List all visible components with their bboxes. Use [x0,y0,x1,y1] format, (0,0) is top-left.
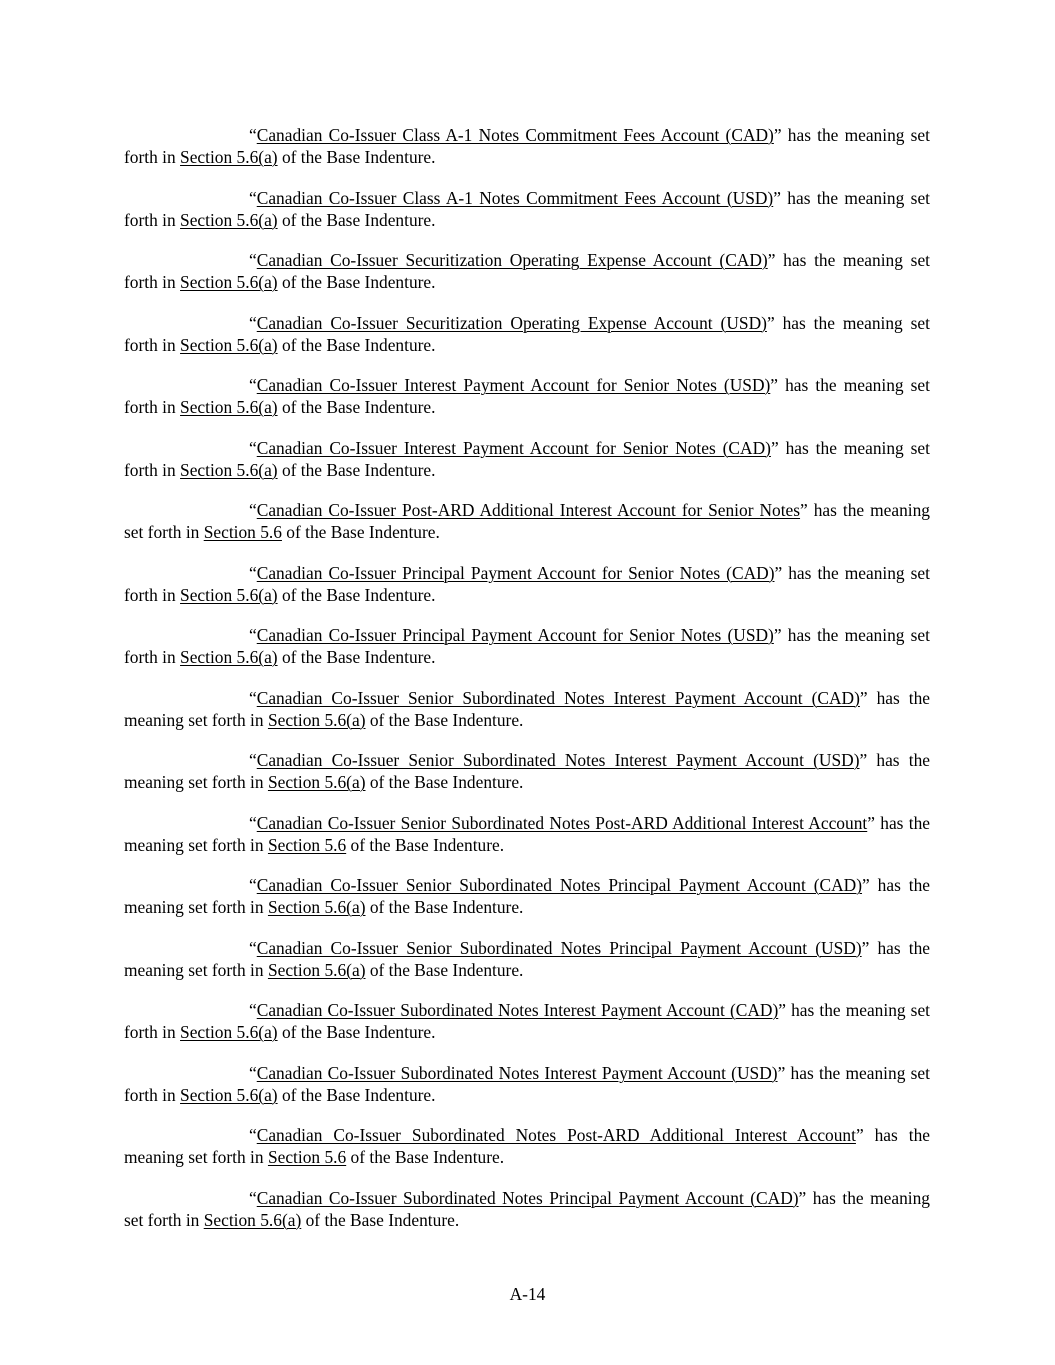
defined-term: Canadian Co-Issuer Senior Subordinated Notes Interest Payment Account (CAD) [256,687,860,708]
section-reference: Section 5.6(a) [180,647,278,667]
defined-term: Canadian Co-Issuer Senior Subordinated Notes Principal Payment Account (USD) [256,937,862,958]
defined-term: Canadian Co-Issuer Post-ARD Additional Interest Account for Senior Notes [256,500,801,520]
definition-tail: of the Base Indenture. [277,272,436,292]
page-number: A-14 [509,1284,546,1304]
definition-phrase: ” has the meaning set forth in [124,125,930,167]
definition-paragraph: “Canadian Co-Issuer Securitization Operating Expense Account (CAD)” has the meaning set forth in Section 5.6(a) of the Base Indenture. [124,250,930,292]
definition-paragraph: “Canadian Co-Issuer Post-ARD Additional Interest Account for Senior Notes” has the meaning set forth in Section 5.6 of the Base Indenture. [124,500,930,542]
definition-paragraph: “Canadian Co-Issuer Senior Subordinated Notes Principal Payment Account (CAD)” has the meaning set forth in Section 5.6(a) of the Base Indenture. [124,875,931,917]
definition-phrase: ” has the meaning set forth in [124,187,930,230]
definition-paragraph: “Canadian Co-Issuer Interest Payment Account for Senior Notes (USD)” has the meaning set forth in Section 5.6(a) of the Base Indenture. [124,375,930,417]
defined-term: Canadian Co-Issuer Subordinated Notes Post-ARD Additional Interest Account [256,1125,856,1145]
definition-tail: of the Base Indenture. [277,147,436,167]
defined-term: Canadian Co-Issuer Subordinated Notes Interest Payment Account (CAD) [256,1000,779,1020]
definition-paragraph: “Canadian Co-Issuer Class A-1 Notes Commitment Fees Account (USD)” has the meaning set forth in Section 5.6(a) of the Base Indenture. [124,187,930,230]
definition-tail: of the Base Indenture. [277,1084,436,1105]
definition-paragraph: “Canadian Co-Issuer Senior Subordinated Notes Principal Payment Account (USD)” has the meaning set forth in Section 5.6(a) of the Base Indenture. [124,937,930,980]
defined-term: Canadian Co-Issuer Senior Subordinated Notes Principal Payment Account (CAD) [256,875,863,895]
definition-tail: of the Base Indenture. [277,397,436,417]
definition-phrase: ” has the meaning set forth in [124,687,931,730]
definition-tail: of the Base Indenture. [346,1147,505,1167]
definition-tail: of the Base Indenture. [277,584,436,605]
definition-phrase: ” has the meaning set forth in [124,375,930,417]
defined-term: Canadian Co-Issuer Interest Payment Account for Senior Notes (CAD) [256,437,771,458]
section-reference: Section 5.6(a) [267,897,366,917]
section-reference: Section 5.6 [203,522,282,542]
defined-term: Canadian Co-Issuer Securitization Operating Expense Account (CAD) [256,250,768,270]
defined-term: Canadian Co-Issuer Principal Payment Account for Senior Notes (CAD) [256,562,775,583]
section-reference: Section 5.6(a) [180,397,278,417]
definition-tail: of the Base Indenture. [301,1209,460,1230]
defined-term: Canadian Co-Issuer Securitization Operating Expense Account (USD) [256,312,767,333]
section-reference: Section 5.6(a) [267,709,366,730]
section-reference: Section 5.6(a) [180,272,278,292]
definition-phrase: ” has the meaning set forth in [124,1187,930,1230]
definition-phrase: ” has the meaning set forth in [124,312,930,355]
definition-paragraph: “Canadian Co-Issuer Senior Subordinated Notes Post-ARD Additional Interest Account” has the meaning set forth in Section 5.6 of the Base Indenture. [124,812,931,855]
definition-tail: of the Base Indenture. [365,897,524,917]
defined-term: Canadian Co-Issuer Principal Payment Account for Senior Notes (USD) [256,625,774,645]
definition-paragraph: “Canadian Co-Issuer Senior Subordinated Notes Interest Payment Account (CAD)” has the meaning set forth in Section 5.6(a) of the Base Indenture. [124,687,931,730]
definition-tail: of the Base Indenture. [346,834,505,855]
definition-phrase: ” has the meaning set forth in [124,1000,930,1042]
defined-term: Canadian Co-Issuer Senior Subordinated Notes Post-ARD Additional Interest Account [256,812,868,833]
definition-phrase: ” has the meaning set forth in [124,875,931,917]
section-reference: Section 5.6(a) [180,334,278,355]
definition-phrase: ” has the meaning set forth in [124,937,930,980]
definition-phrase: ” has the meaning set forth in [124,812,931,855]
definition-tail: of the Base Indenture. [277,334,436,355]
section-reference: Section 5.6(a) [180,1084,278,1105]
definition-phrase: ” has the meaning set forth in [124,250,930,292]
section-reference: Section 5.6(a) [180,459,278,480]
section-reference: Section 5.6 [267,1147,347,1167]
defined-term: Canadian Co-Issuer Senior Subordinated Notes Interest Payment Account (USD) [256,750,860,770]
definition-paragraph: “Canadian Co-Issuer Class A-1 Notes Commitment Fees Account (CAD)” has the meaning set forth in Section 5.6(a) of the Base Indenture. [124,125,930,167]
defined-term: Canadian Co-Issuer Subordinated Notes Principal Payment Account (CAD) [256,1187,799,1208]
defined-term: Canadian Co-Issuer Subordinated Notes Interest Payment Account (USD) [256,1062,778,1083]
section-reference: Section 5.6(a) [267,959,366,980]
section-reference: Section 5.6(a) [180,1022,278,1042]
definition-phrase: ” has the meaning set forth in [124,1125,930,1167]
definition-tail: of the Base Indenture. [277,1022,436,1042]
definition-paragraph: “Canadian Co-Issuer Securitization Operating Expense Account (USD)” has the meaning set forth in Section 5.6(a) of the Base Indenture. [124,312,930,355]
definition-tail: of the Base Indenture. [365,772,524,792]
section-reference: Section 5.6(a) [180,147,278,167]
definition-phrase: ” has the meaning set forth in [124,1062,930,1105]
definition-phrase: ” has the meaning set forth in [124,437,930,480]
section-reference: Section 5.6(a) [180,584,278,605]
section-reference: Section 5.6(a) [203,1209,302,1230]
definition-phrase: ” has the meaning set forth in [124,750,931,792]
defined-term: Canadian Co-Issuer Class A-1 Notes Commitment Fees Account (USD) [256,187,774,208]
definition-paragraph: “Canadian Co-Issuer Interest Payment Account for Senior Notes (CAD)” has the meaning set forth in Section 5.6(a) of the Base Indenture. [124,437,930,480]
definition-phrase: ” has the meaning set forth in [124,500,930,542]
definition-phrase: ” has the meaning set forth in [124,562,930,605]
definition-tail: of the Base Indenture. [365,709,524,730]
definition-phrase: ” has the meaning set forth in [124,625,930,667]
definition-paragraph: “Canadian Co-Issuer Principal Payment Account for Senior Notes (CAD)” has the meaning set forth in Section 5.6(a) of the Base Indenture. [124,562,930,605]
definition-paragraph: “Canadian Co-Issuer Subordinated Notes Post-ARD Additional Interest Account” has the meaning set forth in Section 5.6 of the Base Indenture. [124,1125,930,1167]
definition-paragraph: “Canadian Co-Issuer Senior Subordinated Notes Interest Payment Account (USD)” has the meaning set forth in Section 5.6(a) of the Base Indenture. [124,750,931,792]
definition-tail: of the Base Indenture. [365,959,524,980]
section-reference: Section 5.6(a) [180,209,278,230]
section-reference: Section 5.6(a) [267,772,366,792]
definition-paragraph: “Canadian Co-Issuer Subordinated Notes Interest Payment Account (USD)” has the meaning set forth in Section 5.6(a) of the Base Indenture. [124,1062,930,1105]
defined-term: Canadian Co-Issuer Class A-1 Notes Commitment Fees Account (CAD) [256,125,774,145]
definition-tail: of the Base Indenture. [277,459,436,480]
defined-term: Canadian Co-Issuer Interest Payment Account for Senior Notes (USD) [256,375,771,395]
definition-paragraph: “Canadian Co-Issuer Principal Payment Account for Senior Notes (USD)” has the meaning set forth in Section 5.6(a) of the Base Indenture. [124,625,930,667]
definition-paragraph: “Canadian Co-Issuer Subordinated Notes Principal Payment Account (CAD)” has the meaning set forth in Section 5.6(a) of the Base Indenture. [124,1187,930,1230]
definition-paragraph: “Canadian Co-Issuer Subordinated Notes Interest Payment Account (CAD)” has the meaning set forth in Section 5.6(a) of the Base Indenture. [124,1000,930,1042]
section-reference: Section 5.6 [267,834,347,855]
definition-tail: of the Base Indenture. [281,522,440,542]
definition-tail: of the Base Indenture. [277,209,436,230]
document-body [124,124,930,1249]
definition-tail: of the Base Indenture. [277,647,436,667]
